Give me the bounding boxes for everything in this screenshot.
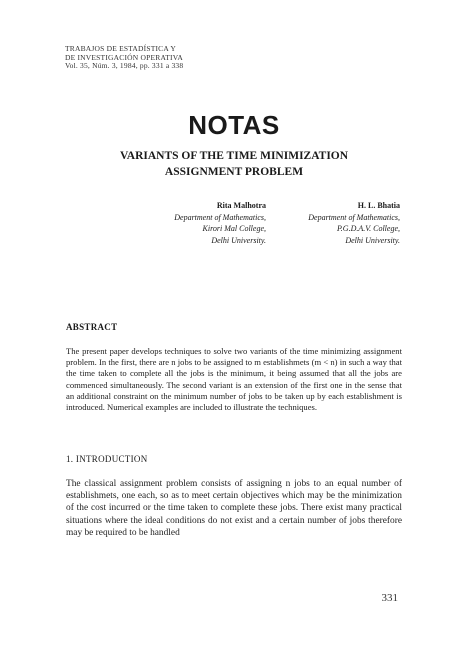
author-department: Department of Mathematics, xyxy=(174,212,266,222)
introduction-heading: 1. INTRODUCTION xyxy=(66,454,148,464)
author-university: Delhi University. xyxy=(211,235,266,245)
author-department: Department of Mathematics, xyxy=(308,212,400,222)
paper-title xyxy=(0,148,468,180)
introduction-text: The classical assignment problem consists of assigning n jobs to an equal number of establishmets, one each, so as to meet certain objectives which may be the minimization of the cost incurred or the time taken to complete these jobs. There exist many practical situations where the ideal conditions do not exist and a certain number of jobs therefore may be required to be handled xyxy=(66,479,402,538)
journal-name-line-1: TRABAJOS DE ESTADÍSTICA Y xyxy=(65,44,177,53)
author-block xyxy=(308,200,400,246)
journal-name-line-2: DE INVESTIGACIÓN OPERATIVA xyxy=(65,52,183,62)
page-number: 331 xyxy=(381,592,398,604)
author-block xyxy=(174,200,266,246)
abstract-text: The present paper develops techniques to solve two variants of the time minimizing assignment problem. In the first, there are n jobs to be assigned to m establishmets (m < n) in such a way that the time taken to complete all the jobs is the minimum, it being assumed that all the jobs are commenced simultaneously. The second variant is an extension of the first one in the sense that an additional constraint on the minimum number of jobs to be taken up by each establishment is introduced. Numerical examples are included to illustrate the techniques. xyxy=(66,346,402,413)
paper-title-line-2: ASSIGNMENT PROBLEM xyxy=(164,166,304,178)
author-university: Delhi University. xyxy=(345,235,400,245)
author-name: Rita Malhotra xyxy=(216,201,266,210)
journal-header xyxy=(65,45,183,71)
author-college: P.G.D.A.V. College, xyxy=(336,224,400,233)
paper-title-line-1: VARIANTS OF THE TIME MINIMIZATION xyxy=(119,150,349,162)
author-college: Kirori Mal College, xyxy=(202,224,266,233)
author-name: H. L. Bhatia xyxy=(357,201,400,210)
section-title: NOTAS xyxy=(188,110,280,140)
abstract-heading: ABSTRACT xyxy=(66,322,118,332)
journal-volume: Vol. 35, Núm. 3, 1984, pp. 331 a 338 xyxy=(65,61,184,71)
